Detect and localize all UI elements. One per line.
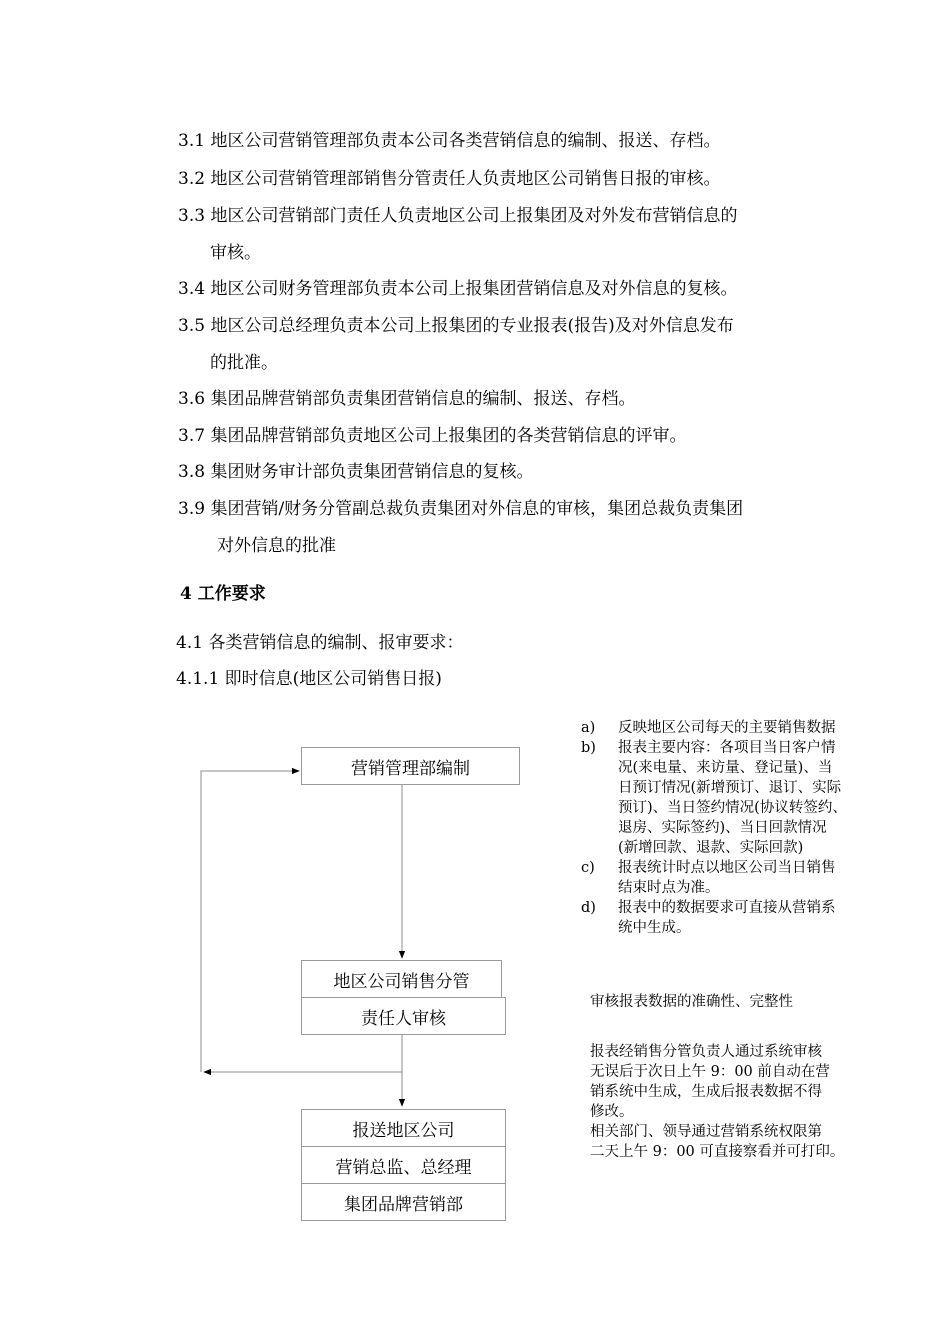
report-notes (581, 718, 921, 938)
item-number: 3.5 (178, 316, 206, 336)
item-number: 3.8 (178, 462, 206, 482)
item-text: 集团品牌营销部负责地区公司上报集团的各类营销信息的评审。 (210, 426, 687, 446)
loop-line (201, 771, 299, 1072)
flow-box-compile: 营销管理部编制 (301, 747, 520, 785)
flow-box-submit-line2: 营销总监、总经理 (301, 1146, 506, 1184)
system-note-line: 无误后于次日上午 9：00 前自动在营 (590, 1064, 830, 1080)
section-heading: 4 工作要求 (180, 584, 266, 604)
note-line: 结束时点为准。 (618, 880, 720, 896)
item-number: 3.3 (178, 206, 206, 226)
item-text: 地区公司营销管理部销售分管责任人负责地区公司销售日报的审核。 (210, 169, 721, 189)
note-marker: c) (581, 860, 595, 876)
item-number: 3.9 (178, 499, 206, 519)
responsibility-item (178, 201, 737, 226)
system-note-line: 相关部门、领导通过营销系统权限第 (590, 1124, 822, 1140)
note-line: 况(来电量、来访量、登记量)、当 (618, 760, 833, 776)
item-text: 地区公司营销部门责任人负责地区公司上报集团及对外发布营销信息的 (210, 206, 738, 226)
system-note-line: 二天上午 9：00 可直接察看并可打印。 (590, 1144, 845, 1160)
review-note: 审核报表数据的准确性、完整性 (590, 994, 793, 1010)
responsibility-item (178, 311, 734, 336)
responsibility-item (178, 457, 533, 482)
note-item (581, 898, 921, 938)
note-line: (新增回款、退款、实际回款) (618, 840, 804, 856)
note-line: 报表主要内容：各项目当日客户情 (618, 740, 836, 756)
item-number: 3.2 (178, 169, 206, 189)
flow-box-review-line1: 地区公司销售分管 (301, 960, 502, 998)
note-marker: d) (581, 900, 596, 916)
item-number: 3.6 (178, 389, 206, 409)
note-line: 反映地区公司每天的主要销售数据 (618, 720, 836, 736)
note-item (581, 738, 921, 858)
item-text: 集团财务审计部负责集团营销信息的复核。 (210, 462, 534, 482)
system-note-line: 销系统中生成，生成后报表数据不得 (590, 1084, 822, 1100)
note-item (581, 718, 921, 738)
item-number: 3.4 (178, 279, 206, 299)
system-note (590, 1042, 844, 1162)
item-text: 集团营销/财务分管副总裁负责集团对外信息的审核，集团总裁负责集团 (210, 499, 744, 519)
note-line: 预订)、当日签约情况(协议转签约、 (618, 800, 847, 816)
note-item (581, 858, 921, 898)
responsibility-continuation: 审核。 (210, 243, 261, 263)
responsibility-item (178, 421, 686, 446)
item-text: 地区公司总经理负责本公司上报集团的专业报表(报告)及对外信息发布 (210, 316, 734, 336)
note-line: 报表统计时点以地区公司当日销售 (618, 860, 836, 876)
note-line: 报表中的数据要求可直接从营销系 (618, 900, 836, 916)
note-line: 统中生成。 (618, 920, 691, 936)
responsibility-item (178, 494, 743, 519)
flow-box-submit-line1: 报送地区公司 (301, 1109, 506, 1147)
responsibility-item (178, 126, 720, 151)
flow-box-review-line2: 责任人审核 (301, 997, 506, 1035)
system-note-line: 修改。 (590, 1104, 634, 1120)
responsibility-continuation: 的批准。 (210, 353, 278, 373)
responsibility-continuation: 对外信息的批准 (217, 536, 336, 556)
responsibility-item (178, 274, 737, 299)
flow-box-submit-line3: 集团品牌营销部 (301, 1183, 506, 1221)
note-line: 日预订情况(新增预订、退订、实际 (618, 780, 842, 796)
subsection-title: 4.1 各类营销信息的编制、报审要求： (176, 633, 464, 653)
system-note-line: 报表经销售分管负责人通过系统审核 (590, 1044, 822, 1060)
item-text: 地区公司财务管理部负责本公司上报集团营销信息及对外信息的复核。 (210, 279, 738, 299)
item-text: 集团品牌营销部负责集团营销信息的编制、报送、存档。 (210, 389, 636, 409)
note-marker: a) (581, 720, 596, 736)
item-number: 3.1 (178, 131, 206, 151)
note-line: 退房、实际签约)、当日回款情况 (618, 820, 827, 836)
responsibility-item (178, 384, 635, 409)
item-text: 地区公司营销管理部负责本公司各类营销信息的编制、报送、存档。 (210, 131, 721, 151)
responsibility-item (178, 164, 720, 189)
note-marker: b) (581, 740, 596, 756)
subsection-title: 4.1.1 即时信息(地区公司销售日报) (176, 669, 442, 689)
item-number: 3.7 (178, 426, 206, 446)
